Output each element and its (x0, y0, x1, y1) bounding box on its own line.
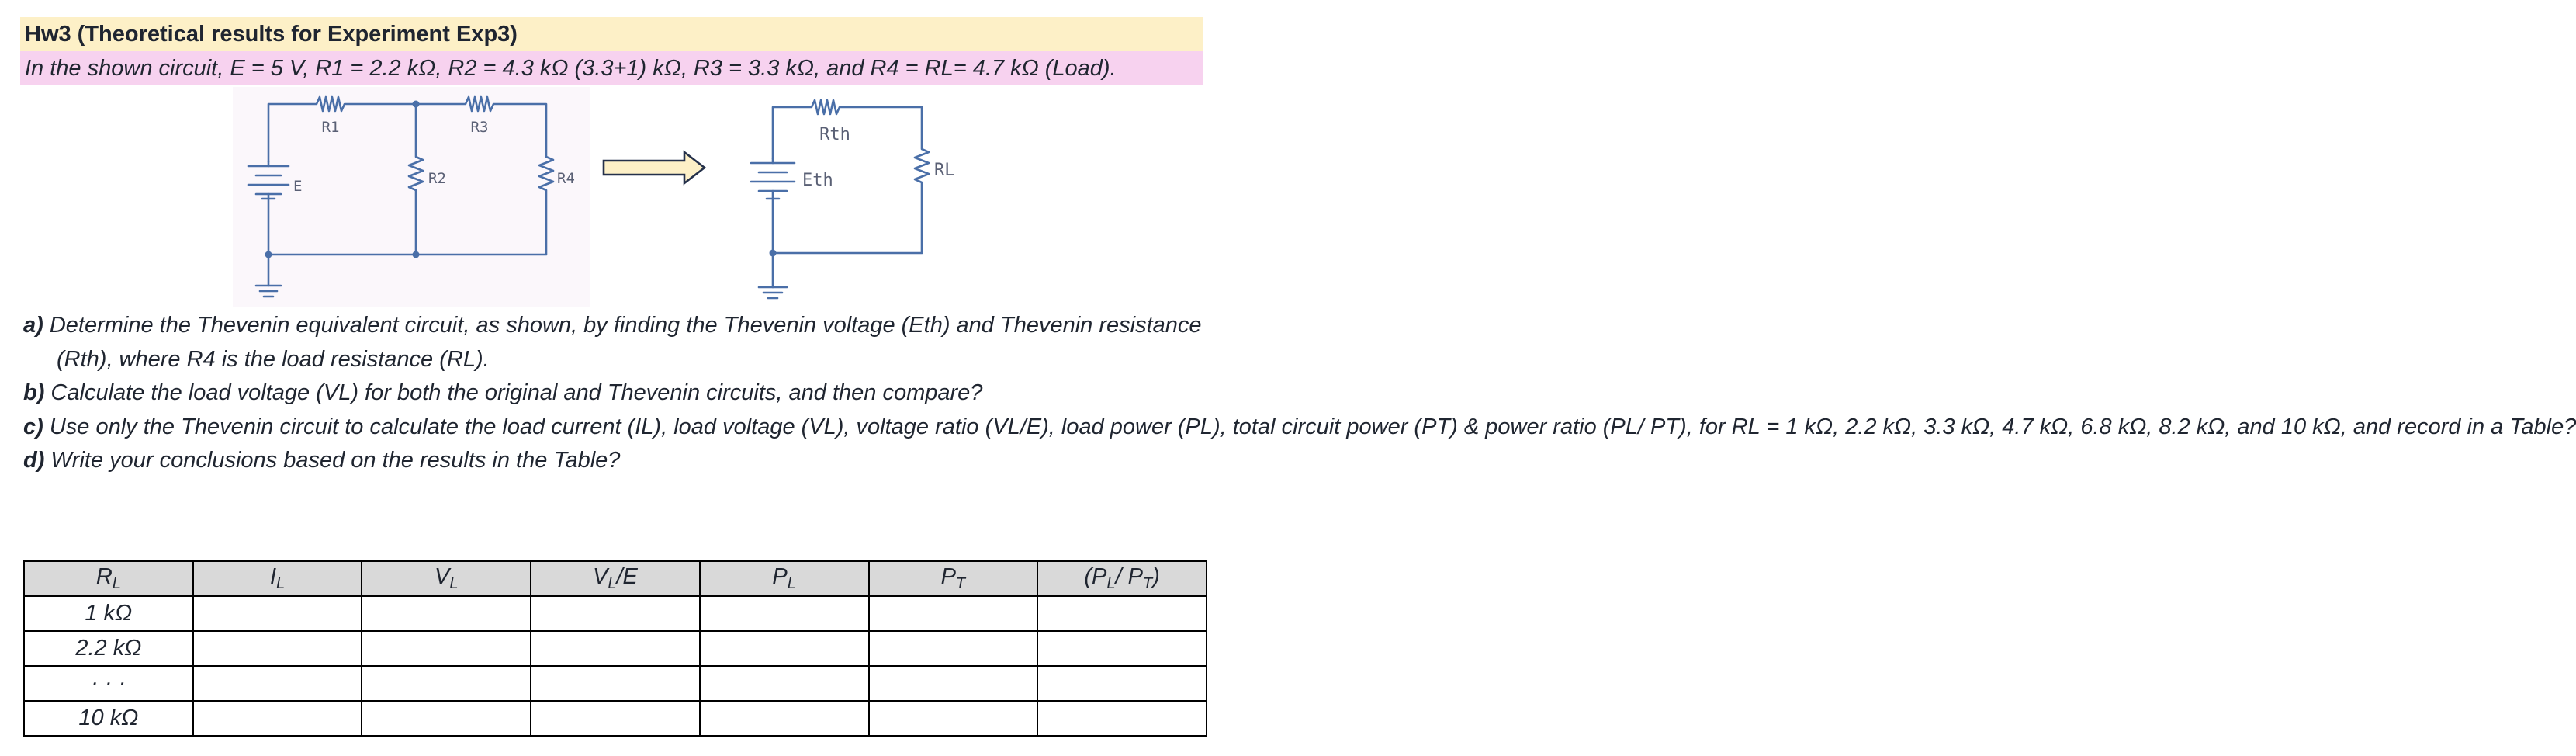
question-text: Determine the Thevenin equivalent circuit, as shown, by finding the Thevenin voltage (Eth) and Thevenin resistance (Rth), where R4 is the load resistance (RL). (43, 313, 1202, 372)
header-vl: $V_L$ (362, 561, 531, 596)
label-r1: R1 (321, 119, 340, 136)
label-eth: Eth (802, 171, 833, 190)
table-row (24, 631, 1207, 666)
table-cell[interactable] (362, 596, 531, 631)
table-cell[interactable] (869, 596, 1038, 631)
original-circuit-diagram (233, 87, 590, 307)
question-letter: c) (23, 414, 43, 439)
table-cell[interactable] (362, 631, 531, 666)
table-cell[interactable] (700, 701, 869, 736)
table-cell[interactable] (869, 666, 1038, 701)
table-cell[interactable] (1037, 631, 1207, 666)
table-cell[interactable] (1037, 701, 1207, 736)
header-vl-e: $V_L/E$ (531, 561, 700, 596)
question-d (23, 444, 1210, 478)
question-b (23, 376, 1210, 411)
table-cell[interactable] (362, 666, 531, 701)
header-pl: $P_L$ (700, 561, 869, 596)
table-cell: 10 kΩ (24, 701, 193, 736)
question-text: Write your conclusions based on the results in the Table? (44, 448, 621, 473)
table-cell[interactable] (869, 631, 1038, 666)
question-letter: a) (23, 313, 43, 338)
table-cell[interactable] (531, 666, 700, 701)
table-cell[interactable] (700, 666, 869, 701)
junction-dot (413, 101, 420, 108)
table-row (24, 701, 1207, 736)
table-cell[interactable] (869, 701, 1038, 736)
equivalence-arrow-icon (601, 151, 709, 185)
table-cell[interactable] (193, 666, 362, 701)
label-rth: Rth (819, 125, 850, 144)
table-cell[interactable] (362, 701, 531, 736)
question-text: Use only the Thevenin circuit to calculate the load current (IL), load voltage (VL), voltage ratio (VL/E), load power (PL), total circuit power (PT) & power ratio (PL/ PT), for RL = 1 kΩ, 2.2 kΩ, 3.3 kΩ, 4.7 kΩ, 6.8 kΩ, 8.2 kΩ, and 10 kΩ, and record in a Table? (43, 414, 2576, 439)
junction-dot (770, 250, 777, 257)
question-a (23, 309, 1210, 376)
label-r3: R3 (470, 119, 489, 136)
label-e: E (293, 178, 303, 195)
table-cell[interactable] (531, 631, 700, 666)
junction-dot (413, 251, 420, 258)
header-rl: $R_L$ (24, 561, 193, 596)
table-cell: 2.2 kΩ (24, 631, 193, 666)
table-cell[interactable] (1037, 666, 1207, 701)
table-cell[interactable] (193, 701, 362, 736)
table-cell[interactable] (193, 596, 362, 631)
table-cell[interactable] (700, 596, 869, 631)
question-c (23, 411, 2576, 445)
junction-dot (265, 251, 272, 258)
header-pt: $P_T$ (869, 561, 1038, 596)
table-cell: 1 kΩ (24, 596, 193, 631)
results-table (23, 560, 1207, 737)
table-cell: · · · (24, 666, 193, 701)
homework-title: Hw3 (Theoretical results for Experiment Exp3) (20, 17, 1203, 51)
question-letter: d) (23, 448, 45, 473)
header-power-ratio: ($P_L/$ $P_T$) (1037, 561, 1207, 596)
table-cell[interactable] (700, 631, 869, 666)
label-rl: RL (934, 161, 955, 180)
table-row (24, 596, 1207, 631)
label-r4: R4 (557, 170, 575, 187)
question-text: Calculate the load voltage (VL) for both the original and Thevenin circuits, and then compare? (44, 380, 983, 406)
table-cell[interactable] (531, 701, 700, 736)
table-cell[interactable] (193, 631, 362, 666)
label-r2: R2 (428, 170, 446, 187)
question-list (23, 309, 2576, 478)
given-values: In the shown circuit, E = 5 V, R1 = 2.2 kΩ, R2 = 4.3 kΩ (3.3+1) kΩ, R3 = 3.3 kΩ, and R4 = RL= 4.7 kΩ (Load). (20, 51, 1203, 85)
table-cell[interactable] (531, 596, 700, 631)
table-row (24, 666, 1207, 701)
thevenin-circuit-diagram (737, 87, 955, 307)
header-il: $I_L$ (193, 561, 362, 596)
table-header-row (24, 561, 1207, 596)
table-cell[interactable] (1037, 596, 1207, 631)
question-letter: b) (23, 380, 45, 406)
